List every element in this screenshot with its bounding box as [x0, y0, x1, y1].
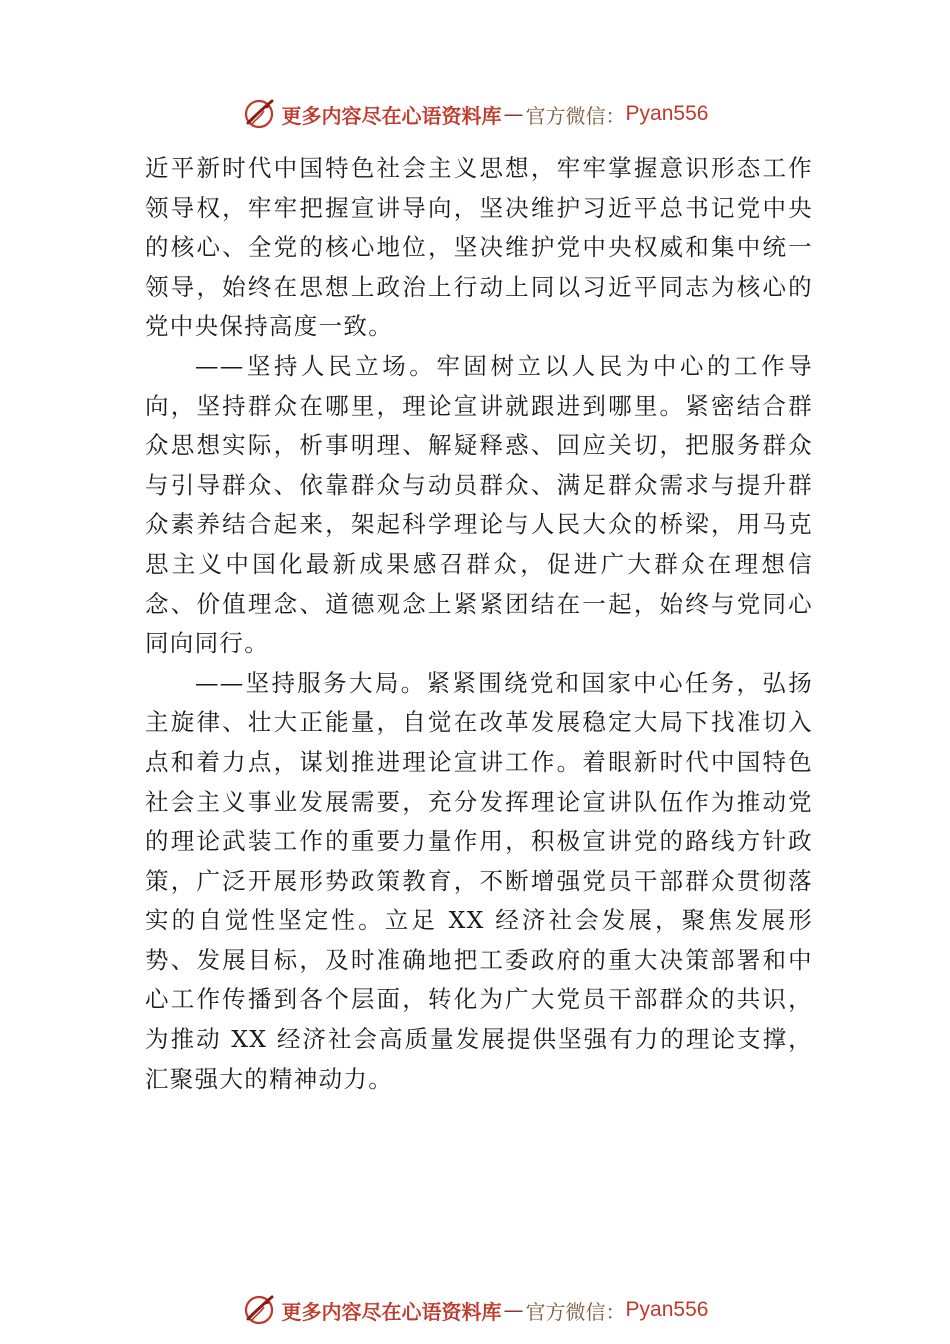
banner-dash: —	[503, 1298, 524, 1322]
wechat-label: 官方微信：	[525, 1299, 626, 1324]
brush-pen-logo-icon	[242, 1293, 276, 1327]
wechat-id: Pyan556	[625, 1298, 709, 1321]
brush-pen-logo-icon	[242, 97, 276, 131]
footer-banner-text	[282, 1296, 709, 1325]
header-banner-text	[282, 100, 709, 129]
paragraph-3: ——坚持服务大局。紧紧围绕党和国家中心任务，弘扬主旋律、壮大正能量，自觉在改革发展稳定大局下找准切入点和着力点，谋划推进理论宣讲工作。着眼新时代中国特色社会主义事业发展需要，充分发挥理论宣讲队伍作为推动党的理论武装工作的重要力量作用，积极宣讲党的路线方针政策，广泛开展形势政策教育，不断增强党员干部群众贯彻落实的自觉性坚定性。立足 XX 经济社会发展，聚焦发展形势、发展目标，及时准确地把工委政府的重大决策部署和中心工作传播到各个层面，转化为广大党员干部群众的共识，为推动 XX 经济社会高质量发展提供坚强有力的理论支撑，汇聚强大的精神动力。	[145, 668, 813, 1093]
site-name: 更多内容尽在心语资料库	[281, 1299, 502, 1324]
header-banner	[0, 94, 950, 134]
wechat-id: Pyan556	[625, 102, 709, 125]
paragraph-2: ——坚持人民立场。牢固树立以人民为中心的工作导向，坚持群众在哪里，理论宣讲就跟进到哪里。紧密结合群众思想实际，析事明理、解疑释惑、回应关切，把服务群众与引导群众、依靠群众与动员群众、满足群众需求与提升群众素养结合起来，架起科学理论与人民大众的桥梁，用马克思主义中国化最新成果感召群众，促进广大群众在理想信念、价值理念、道德观念上紧紧团结在一起，始终与党同心同向同行。	[145, 351, 813, 658]
document-body	[145, 149, 813, 1099]
wechat-label: 官方微信：	[525, 103, 626, 128]
banner-dash: —	[503, 102, 524, 126]
paragraph-1: 近平新时代中国特色社会主义思想，牢牢掌握意识形态工作领导权，牢牢把握宣讲导向，坚决维护习近平总书记党中央的核心、全党的核心地位，坚决维护党中央权威和集中统一领导，始终在思想上政治上行动上同以习近平同志为核心的党中央保持高度一致。	[145, 154, 813, 341]
footer-banner	[0, 1290, 950, 1330]
site-name: 更多内容尽在心语资料库	[281, 103, 502, 128]
